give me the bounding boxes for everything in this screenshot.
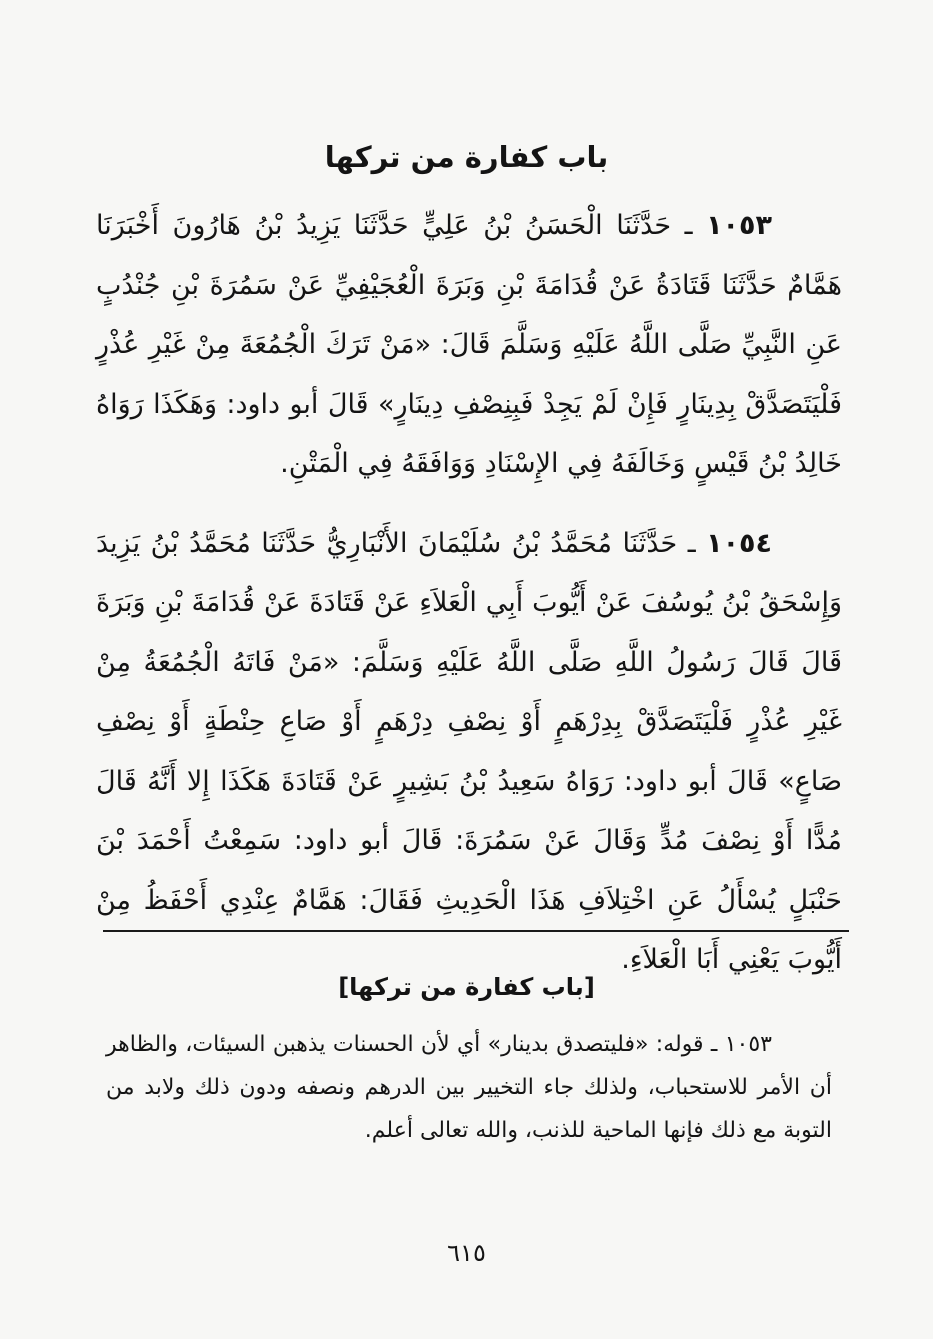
footnote-divider xyxy=(103,930,849,932)
hadith-body xyxy=(96,196,842,990)
hadith-1054: ١٠٥٤ ـ حَدَّثَنَا مُحَمَّدُ بْنُ سُلَيْمَانَ الأَنْبَارِيُّ حَدَّثَنَا مُحَمَّدُ بْنُ يَزِيدَ وَإِسْحَقُ بْنُ يُوسُفَ عَنْ أَيُّوبَ أَبِي الْعَلاَءِ عَنْ قَتَادَةَ عَنْ قُدَامَةَ بْنِ وَبَرَةَ قَالَ قَالَ رَسُولُ اللَّهِ صَلَّى اللَّهُ عَلَيْهِ وَسَلَّمَ: «مَنْ فَاتَهُ الْجُمُعَةُ مِنْ غَيْرِ عُذْرٍ فَلْيَتَصَدَّقْ بِدِرْهَمٍ أَوْ نِصْفِ دِرْهَمٍ أَوْ صَاعِ حِنْطَةٍ أَوْ نِصْفِ صَاعٍ» قَالَ أبو داود: رَوَاهُ سَعِيدُ بْنُ بَشِيرٍ عَنْ قَتَادَةَ هَكَذَا إِلا أَنَّهُ قَالَ مُدًّا أَوْ نِصْفَ مُدٍّ وَقَالَ عَنْ سَمُرَةَ: قَالَ أبو داود: سَمِعْتُ أَحْمَدَ بْنَ حَنْبَلٍ يُسْأَلُ عَنِ اخْتِلاَفِ هَذَا الْحَدِيثِ فَقَالَ: هَمَّامٌ عِنْدِي أَحْفَظُ مِنْ أَيُّوبَ يَعْنِي أَبَا الْعَلاَءِ. xyxy=(96,527,842,975)
hadith-number: ١٠٥٣ xyxy=(706,210,772,241)
page-number: ٦١٥ xyxy=(447,1239,486,1267)
hadith-text: حَدَّثَنَا الْحَسَنُ بْنُ عَلِيٍّ حَدَّثَنَا يَزِيدُ بْنُ هَارُونَ أَخْبَرَنَا هَمَّامٌ حَدَّثَنَا قَتَادَةُ عَنْ قُدَامَةَ بْنِ وَبَرَةَ الْعُجَيْفِيِّ عَنْ سَمُرَةَ بْنِ جُنْدُبٍ عَنِ النَّبِيِّ صَلَّى اللَّهُ عَلَيْهِ وَسَلَّمَ قَالَ: «مَنْ تَرَكَ الْجُمُعَةَ مِنْ غَيْرِ عُذْرٍ فَلْيَتَصَدَّقْ بِدِينَارٍ فَإِنْ لَمْ يَجِدْ فَبِنِصْفِ دِينَارٍ» قَالَ أبو داود: وَهَكَذَا رَوَاهُ خَالِدُ بْنُ قَيْسٍ وَخَالَفَهُ فِي الإِسْنَادِ وَوَافَقَهُ فِي الْمَتْنِ. xyxy=(96,210,842,479)
hadith-text: حَدَّثَنَا مُحَمَّدُ بْنُ سُلَيْمَانَ الأَنْبَارِيُّ حَدَّثَنَا مُحَمَّدُ بْنُ يَزِيدَ وَإِسْحَقُ بْنُ يُوسُفَ عَنْ أَيُّوبَ أَبِي الْعَلاَءِ عَنْ قَتَادَةَ عَنْ قُدَامَةَ بْنِ وَبَرَةَ قَالَ قَالَ رَسُولُ اللَّهِ صَلَّى اللَّهُ عَلَيْهِ وَسَلَّمَ: «مَنْ فَاتَهُ الْجُمُعَةُ مِنْ غَيْرِ عُذْرٍ فَلْيَتَصَدَّقْ بِدِرْهَمٍ أَوْ نِصْفِ دِرْهَمٍ أَوْ صَاعِ حِنْطَةٍ أَوْ نِصْفِ صَاعٍ» قَالَ أبو داود: رَوَاهُ سَعِيدُ بْنُ بَشِيرٍ عَنْ قَتَادَةَ هَكَذَا إِلا أَنَّهُ قَالَ مُدًّا أَوْ نِصْفَ مُدٍّ وَقَالَ عَنْ سَمُرَةَ: قَالَ أبو داود: سَمِعْتُ أَحْمَدَ بْنَ حَنْبَلٍ يُسْأَلُ عَنِ اخْتِلاَفِ هَذَا الْحَدِيثِ فَقَالَ: هَمَّامٌ عِنْدِي أَحْفَظُ مِنْ أَيُّوبَ يَعْنِي أَبَا الْعَلاَءِ. xyxy=(96,527,842,975)
footnote-title: [باب كفارة من تركها] xyxy=(338,973,595,1001)
chapter-title: باب كفارة من تركها xyxy=(324,140,609,174)
hadith-1053: ١٠٥٣ ـ حَدَّثَنَا الْحَسَنُ بْنُ عَلِيٍّ حَدَّثَنَا يَزِيدُ بْنُ هَارُونَ أَخْبَرَنَا هَمَّامٌ حَدَّثَنَا قَتَادَةُ عَنْ قُدَامَةَ بْنِ وَبَرَةَ الْعُجَيْفِيِّ عَنْ سَمُرَةَ بْنِ جُنْدُبٍ عَنِ النَّبِيِّ صَلَّى اللَّهُ عَلَيْهِ وَسَلَّمَ قَالَ: «مَنْ تَرَكَ الْجُمُعَةَ مِنْ غَيْرِ عُذْرٍ فَلْيَتَصَدَّقْ بِدِينَارٍ فَإِنْ لَمْ يَجِدْ فَبِنِصْفِ دِينَارٍ» قَالَ أبو داود: وَهَكَذَا رَوَاهُ خَالِدُ بْنُ قَيْسٍ وَخَالَفَهُ فِي الإِسْنَادِ وَوَافَقَهُ فِي الْمَتْنِ. xyxy=(96,210,842,479)
footnote-text: ١٠٥٣ ـ قوله: «فليتصدق بدينار» أي لأن الحسنات يذهبن السيئات، والظاهر أن الأمر للاستحباب، ولذلك جاء التخيير بين الدرهم ونصفه ودون ذلك ولابد من التوبة مع ذلك فإنها الماحية للذنب، والله تعالى أعلم. xyxy=(106,1032,832,1143)
hadith-number: ١٠٥٤ xyxy=(706,527,773,559)
